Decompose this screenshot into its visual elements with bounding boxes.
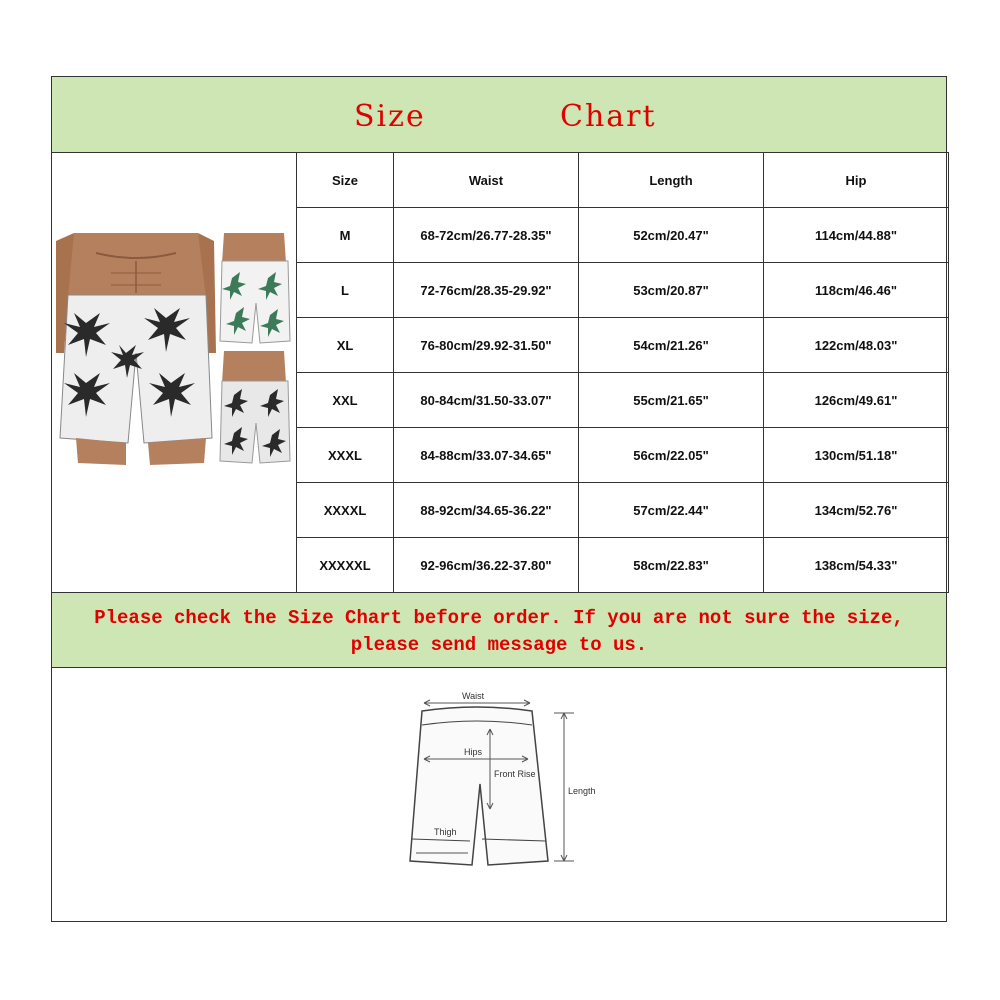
cell-waist: 92-96cm/36.22-37.80" [394,538,579,593]
product-photo [56,233,292,473]
cell-hip: 118cm/46.46" [764,263,949,318]
order-note-line-1: Please check the Size Chart before order. If you are not sure the size, [94,607,904,629]
cell-size: XXXXXL [297,538,394,593]
note-band [52,592,946,668]
label-length: Length [568,786,596,796]
size-chart-frame [51,76,947,922]
cell-waist: 72-76cm/28.35-29.92" [394,263,579,318]
order-note [52,605,946,659]
table-row [297,538,949,593]
cell-hip: 126cm/49.61" [764,373,949,428]
cell-waist: 88-92cm/34.65-36.22" [394,483,579,538]
label-hips: Hips [464,747,483,757]
size-table [296,152,949,593]
cell-length: 54cm/21.26" [579,318,764,373]
cell-size: XXXXL [297,483,394,538]
cell-size: XXXL [297,428,394,483]
cell-size: XXL [297,373,394,428]
shorts-outline [410,707,548,865]
cell-hip: 114cm/44.88" [764,208,949,263]
order-note-line-2: please send message to us. [350,634,648,656]
cell-length: 55cm/21.65" [579,373,764,428]
table-row [297,318,949,373]
label-front-rise: Front Rise [494,769,536,779]
table-row [297,428,949,483]
cell-waist: 84-88cm/33.07-34.65" [394,428,579,483]
header-waist: Waist [394,153,579,208]
label-thigh: Thigh [434,827,457,837]
header-length: Length [579,153,764,208]
cell-length: 58cm/22.83" [579,538,764,593]
cell-size: XL [297,318,394,373]
table-header-row [297,153,949,208]
cell-waist: 80-84cm/31.50-33.07" [394,373,579,428]
cell-hip: 130cm/51.18" [764,428,949,483]
cell-hip: 122cm/48.03" [764,318,949,373]
cell-length: 57cm/22.44" [579,483,764,538]
table-row [297,373,949,428]
table-row [297,208,949,263]
header-size: Size [297,153,394,208]
table-row [297,263,949,318]
size-table-body [297,153,949,593]
cell-hip: 134cm/52.76" [764,483,949,538]
cell-waist: 76-80cm/29.92-31.50" [394,318,579,373]
cell-length: 56cm/22.05" [579,428,764,483]
small-model-black-print [220,351,290,463]
cell-length: 53cm/20.87" [579,263,764,318]
small-model-green-print [220,233,290,343]
cell-length: 52cm/20.47" [579,208,764,263]
measurement-diagram [402,689,652,879]
label-waist: Waist [462,691,485,701]
title-word-chart: Chart [560,99,657,134]
main-model [56,233,216,465]
title-word-size: Size [354,99,426,134]
header-hip: Hip [764,153,949,208]
table-row [297,483,949,538]
cell-waist: 68-72cm/26.77-28.35" [394,208,579,263]
cell-hip: 138cm/54.33" [764,538,949,593]
cell-size: L [297,263,394,318]
cell-size: M [297,208,394,263]
title-band [52,77,946,153]
